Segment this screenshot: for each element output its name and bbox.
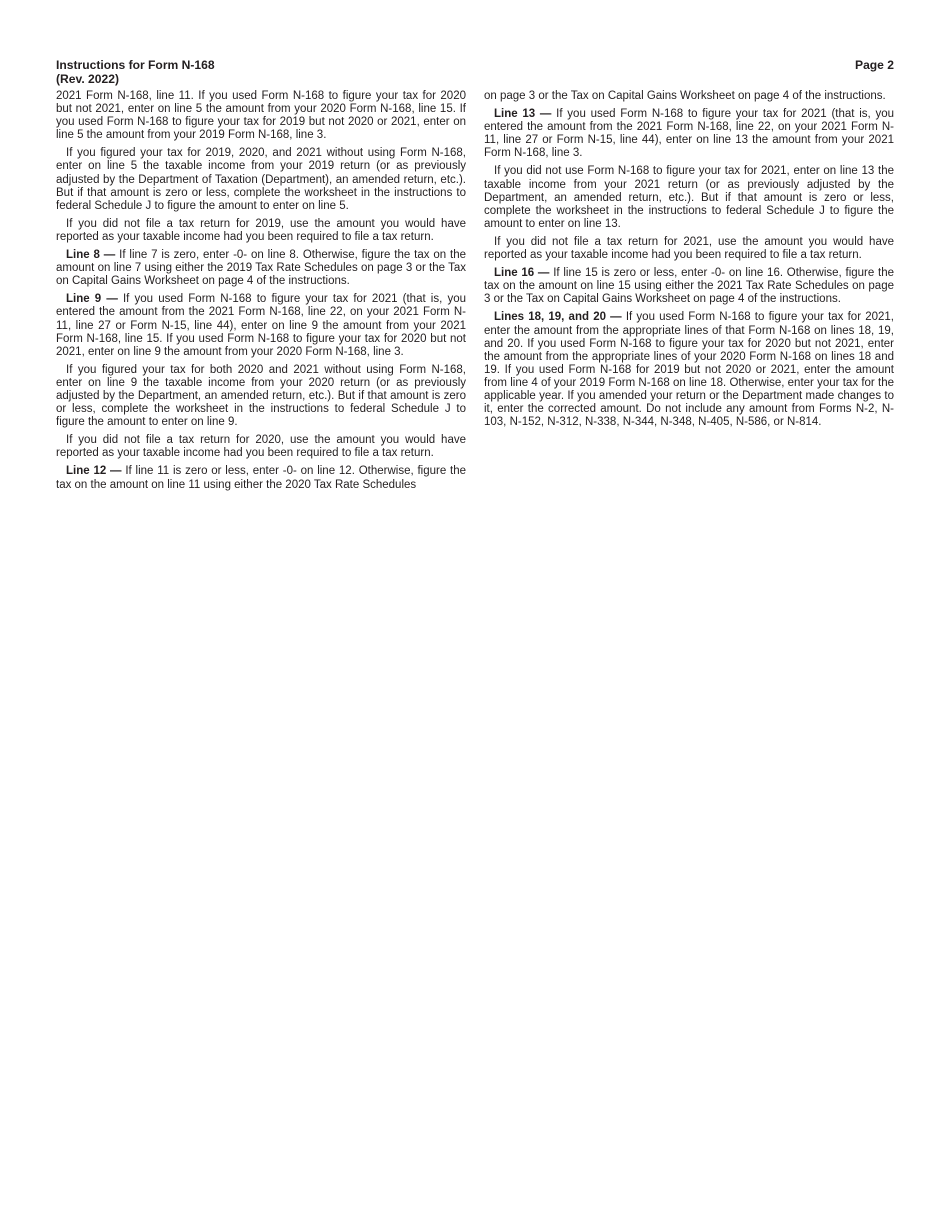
line-heading: Line 12 — [66, 465, 122, 478]
paragraph-text: If you did not use Form N-168 to figure your tax for 2021, enter on line 13 the taxable income from your 2021 return (or as previously adjusted by the Department, an amended return, etc.). But if that amount is zero or less, complete the worksheet in the instructions to federal Schedule J to figure the amount to enter on line 13. [484, 165, 894, 230]
line-heading: Lines 18, 19, and 20 — [494, 311, 622, 324]
paragraph [56, 364, 466, 429]
paragraph [484, 165, 894, 230]
paragraph-text: on page 3 or the Tax on Capital Gains Worksheet on page 4 of the instructions. [484, 90, 886, 102]
paragraph-line-13 [484, 108, 894, 160]
line-heading: Line 8 — [66, 249, 116, 262]
paragraph-text: If line 7 is zero, enter -0- on line 8. Otherwise, figure the tax on the amount on line 7 using either the 2019 Tax Rate Schedules on page 3 or the Tax on Capital Gains Worksheet on page 4 of the instructions. [56, 249, 466, 288]
line-heading: Line 9 — [66, 293, 118, 306]
paragraph [56, 218, 466, 244]
paragraph [56, 147, 466, 212]
right-column [484, 90, 894, 434]
left-column [56, 90, 466, 497]
line-heading: Line 16 — [494, 267, 550, 280]
paragraph-text: If you did not file a tax return for 2020, use the amount you would have reported as your taxable income had you been required to file a tax return. [56, 434, 466, 460]
paragraph-text: If you figured your tax for 2019, 2020, and 2021 without using Form N-168, enter on line 5 the taxable income from your 2019 return (or as previously adjusted by the Department of Taxation (Department), an amended return, etc.). But if that amount is zero or less, complete the worksheet in the instructions to federal Schedule J to figure the amount to enter on line 5. [56, 147, 466, 212]
paragraph-text: If you did not file a tax return for 2019, use the amount you would have reported as your taxable income had you been required to file a tax return. [56, 217, 466, 243]
document-page [56, 58, 894, 491]
form-revision: (Rev. 2022) [56, 72, 119, 86]
line-heading: Line 13 — [494, 108, 552, 121]
page-header [56, 58, 894, 88]
paragraph-line-16 [484, 267, 894, 306]
page-number: Page 2 [855, 58, 894, 72]
paragraph-text: If you did not file a tax return for 2021, use the amount you would have reported as your taxable income had you been required to file a tax return. [484, 235, 894, 262]
paragraph [56, 434, 466, 460]
paragraph [484, 90, 894, 103]
paragraph [484, 236, 894, 262]
paragraph-line-9 [56, 293, 466, 358]
paragraph-text: If you used Form N-168 to figure your tax for 2021 (that is, you entered the amount from the 2021 Form N-168, line 22, on your 2021 Form N-11, line 27 or Form N-15, line 44), enter on line 9 the amount from your 2021 Form N-168, line 15. If you used Form N-168 to figure your tax for 2020 but not 2021, enter on line 9 the amount from your 2020 Form N-168, line 3. [56, 293, 466, 358]
paragraph-text: If you used Form N-168 to figure your tax for 2021, enter the amount from the appropriate lines of that Form N-168 on lines 18, 19, and 20. If you used Form N-168 to figure your tax for 2020 but not 2021, enter the amount from the appropriate lines of your 2020 Form N-168 on lines 18 and 19. If you used Form N-168 for 2019 but not 2020 or 2021, enter the amount from line 4 of your 2019 Form N-168 on line 18. Otherwise, enter your tax for the applicable year. If you amended your return or the Department made changes to it, enter the corrected amount. Do not include any amount from Forms N-2, N-103, N-152, N-312, N-338, N-344, N-348, N-405, N-586, or N-814. [484, 311, 894, 429]
paragraph-text: If line 15 is zero or less, enter -0- on line 16. Otherwise, figure the tax on the amount on line 15 using either the 2021 Tax Rate Schedules on page 3 or the Tax on Capital Gains Worksheet on page 4 of the instructions. [484, 267, 894, 306]
header-form-info [56, 58, 215, 86]
paragraph-lines-18-19-20 [484, 311, 894, 429]
paragraph-text: If you used Form N-168 to figure your tax for 2021 (that is, you entered the amount from the 2021 Form N-168, line 22, on your 2021 Form N-11, line 27 or Form N-15, line 44), enter on line 13 the amount from your 2021 Form N-168, line 3. [484, 108, 894, 160]
paragraph [56, 90, 466, 142]
paragraph-text: If you figured your tax for both 2020 and 2021 without using Form N-168, enter on line 9 the taxable income from your 2020 return (or as previously adjusted by the Department, an amended return, etc.). But if that amount is zero or less, complete the worksheet in the instructions to federal Schedule J to figure the amount to enter on line 9. [56, 363, 466, 429]
paragraph-line-12 [56, 465, 466, 491]
paragraph-text: 2021 Form N-168, line 11. If you used Form N-168 to figure your tax for 2020 but not 2021, enter on line 5 the amount from your 2020 Form N-168, line 15. If you used Form N-168 to figure your tax for 2019 but not 2020 or 2021, enter on line 5 the amount from your 2019 Form N-168, line 3. [56, 90, 466, 142]
paragraph-text: If line 11 is zero or less, enter -0- on line 12. Otherwise, figure the tax on the amount on line 11 using either the 2020 Tax Rate Schedules [56, 465, 467, 491]
form-title: Instructions for Form N-168 [56, 58, 215, 72]
paragraph-line-8 [56, 249, 466, 288]
